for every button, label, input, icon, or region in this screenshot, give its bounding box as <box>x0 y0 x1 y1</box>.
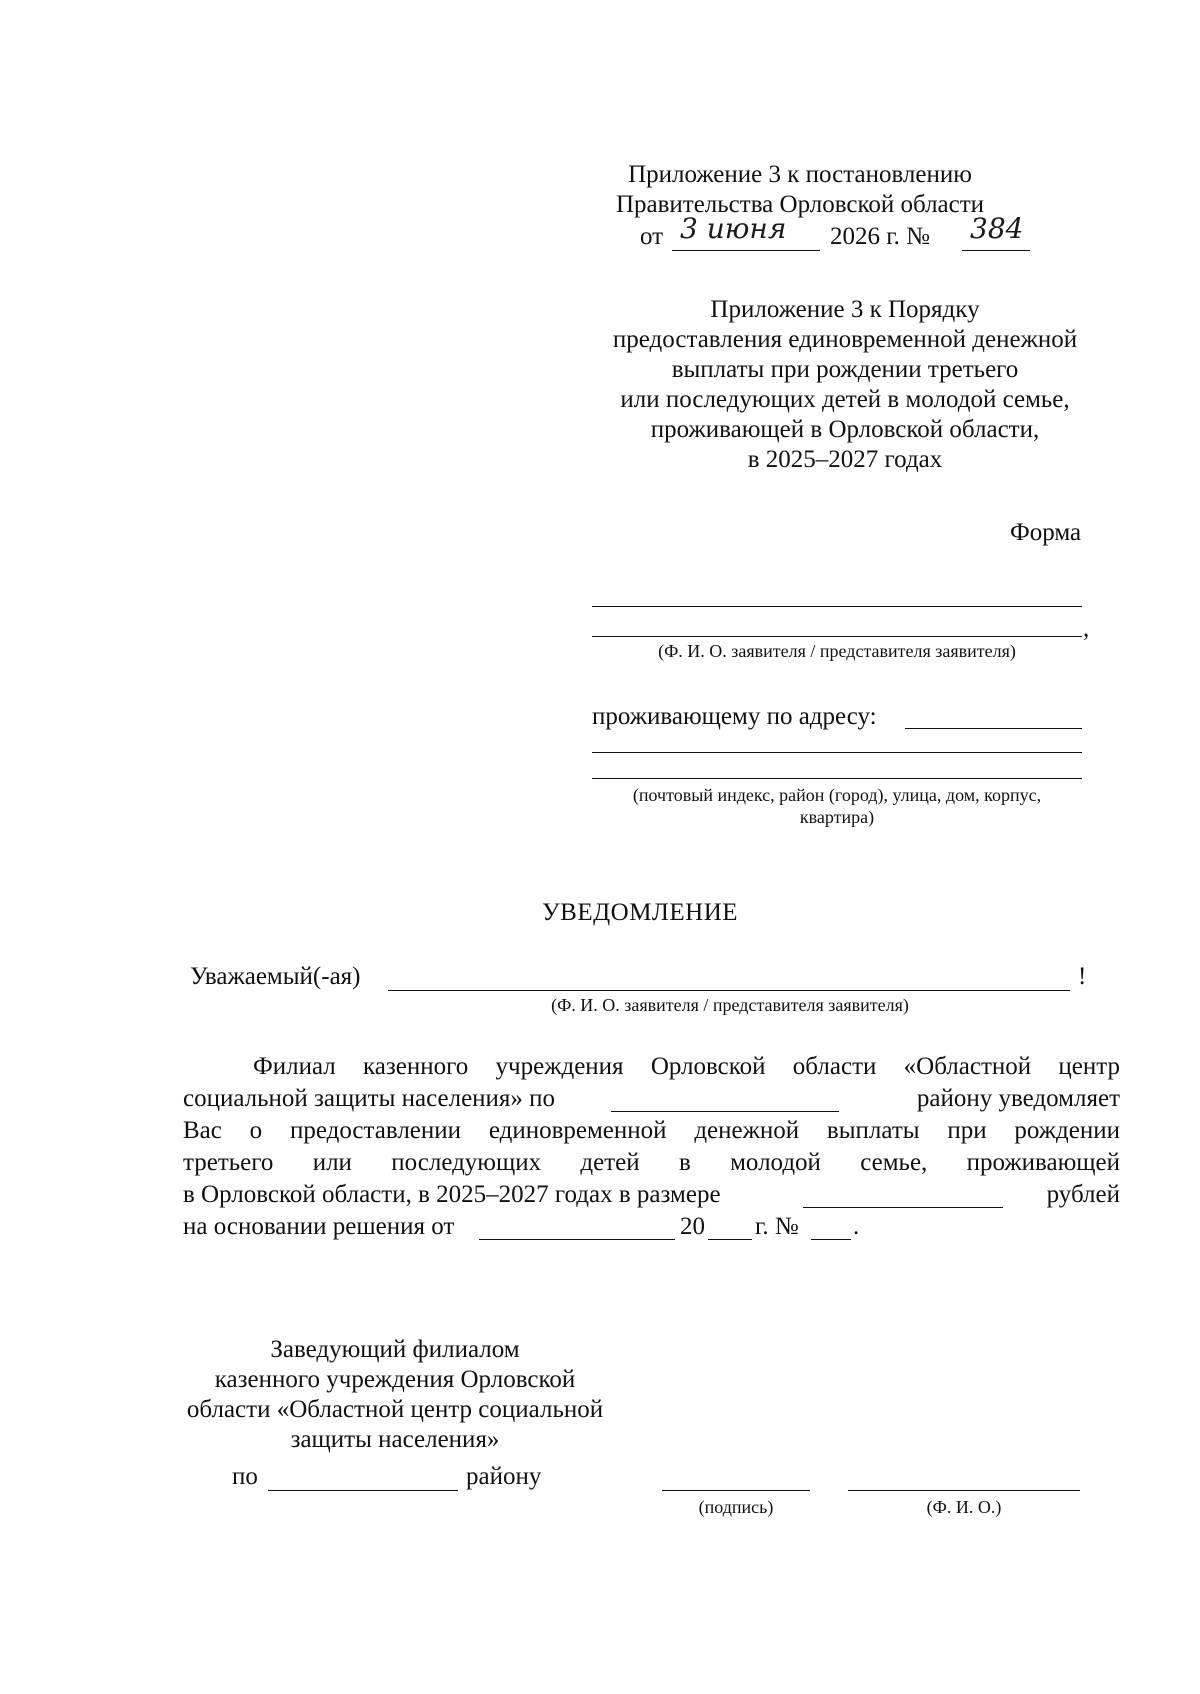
header-line-1: Приложение 3 к постановлению <box>628 161 972 188</box>
district-prefix: по <box>232 1463 258 1490</box>
signature-line: области «Областной центр социальной <box>186 1396 604 1423</box>
body-paragraph <box>183 1052 1120 1244</box>
decision-date-blank <box>479 1239 675 1240</box>
fio-blank <box>848 1490 1080 1491</box>
salutation-caption: (Ф. И. О. заявителя / представителя заявителя) <box>551 995 909 1015</box>
body-text: третьего или последующих детей в молодой семье, проживающей <box>183 1149 1120 1176</box>
header-line-2: Правительства Орловской области <box>615 191 985 218</box>
appendix-line: выплаты при рождении третьего <box>671 356 1019 383</box>
page-title: УВЕДОМЛЕНИЕ <box>541 899 739 926</box>
body-text: . <box>853 1213 860 1240</box>
body-text: социальной защиты населения» по <box>183 1085 556 1112</box>
decision-number-blank <box>811 1239 851 1240</box>
body-line-1 <box>183 1052 1120 1084</box>
district-blank <box>611 1111 839 1112</box>
appendix-line: предоставления единовременной денежной <box>612 326 1078 353</box>
signature-line: казенного учреждения Орловской <box>214 1366 576 1393</box>
body-text: Филиал казенного учреждения Орловской области «Областной центр <box>253 1053 1120 1080</box>
signature-district-blank <box>268 1490 458 1491</box>
address-line-1 <box>905 728 1082 729</box>
year-text: 2026 г. № <box>830 223 931 250</box>
body-text: г. № <box>755 1213 799 1240</box>
salutation-name-line <box>388 990 1070 991</box>
signature-blank <box>662 1490 810 1491</box>
appendix-line: или последующих детей в молодой семье, <box>620 386 1070 413</box>
district-suffix: району <box>466 1463 542 1490</box>
signature-title <box>160 1335 630 1455</box>
appendix-block <box>560 295 1130 475</box>
body-text: в Орловской области, в 2025–2027 годах в размере <box>183 1181 721 1208</box>
signature-line: защиты населения» <box>290 1426 500 1453</box>
address-caption <box>592 784 1082 828</box>
body-line-4 <box>183 1148 1120 1180</box>
date-prefix: от <box>640 223 664 250</box>
year-blank <box>708 1239 752 1240</box>
date-underline <box>672 250 820 251</box>
body-text: рублей <box>1046 1181 1120 1208</box>
address-caption-line-2: квартира) <box>799 807 875 827</box>
salutation-prefix: Уважаемый(-ая) <box>190 963 361 990</box>
body-text: на основании решения от <box>183 1213 455 1240</box>
recipient-name-line-2 <box>592 636 1082 637</box>
body-text: 20 <box>680 1213 705 1240</box>
appendix-line: Приложение 3 к Порядку <box>710 296 980 323</box>
body-text: району уведомляет <box>916 1085 1120 1112</box>
address-line-3 <box>592 778 1082 779</box>
form-label: Форма <box>1010 519 1082 546</box>
address-line-2 <box>592 752 1082 753</box>
date-handwritten: 3 июня <box>680 212 787 245</box>
body-line-5 <box>183 1180 1120 1212</box>
address-label: проживающему по адресу: <box>592 703 877 730</box>
body-line-2 <box>183 1084 1120 1116</box>
header-date-line <box>640 212 1060 256</box>
signature-line: Заведующий филиалом <box>270 1336 520 1363</box>
fio-caption: (Ф. И. О.) <box>926 1497 1002 1517</box>
body-text: Вас о предоставлении единовременной денежной выплаты при рождении <box>183 1117 1120 1144</box>
number-underline <box>962 250 1030 251</box>
number-handwritten: 384 <box>970 212 1024 245</box>
recipient-comma: , <box>1083 615 1090 642</box>
amount-blank <box>803 1207 1003 1208</box>
signature-caption: (подпись) <box>698 1497 774 1517</box>
appendix-line: проживающей в Орловской области, <box>650 416 1040 443</box>
body-line-3 <box>183 1116 1120 1148</box>
address-caption-line-1: (почтовый индекс, район (город), улица, дом, корпус, <box>632 785 1042 805</box>
salutation-suffix: ! <box>1078 963 1087 990</box>
appendix-line: в 2025–2027 годах <box>747 446 943 473</box>
body-line-6 <box>183 1212 1120 1244</box>
recipient-name-line-1 <box>592 606 1082 607</box>
recipient-name-caption: (Ф. И. О. заявителя / представителя заявителя) <box>658 641 1016 661</box>
